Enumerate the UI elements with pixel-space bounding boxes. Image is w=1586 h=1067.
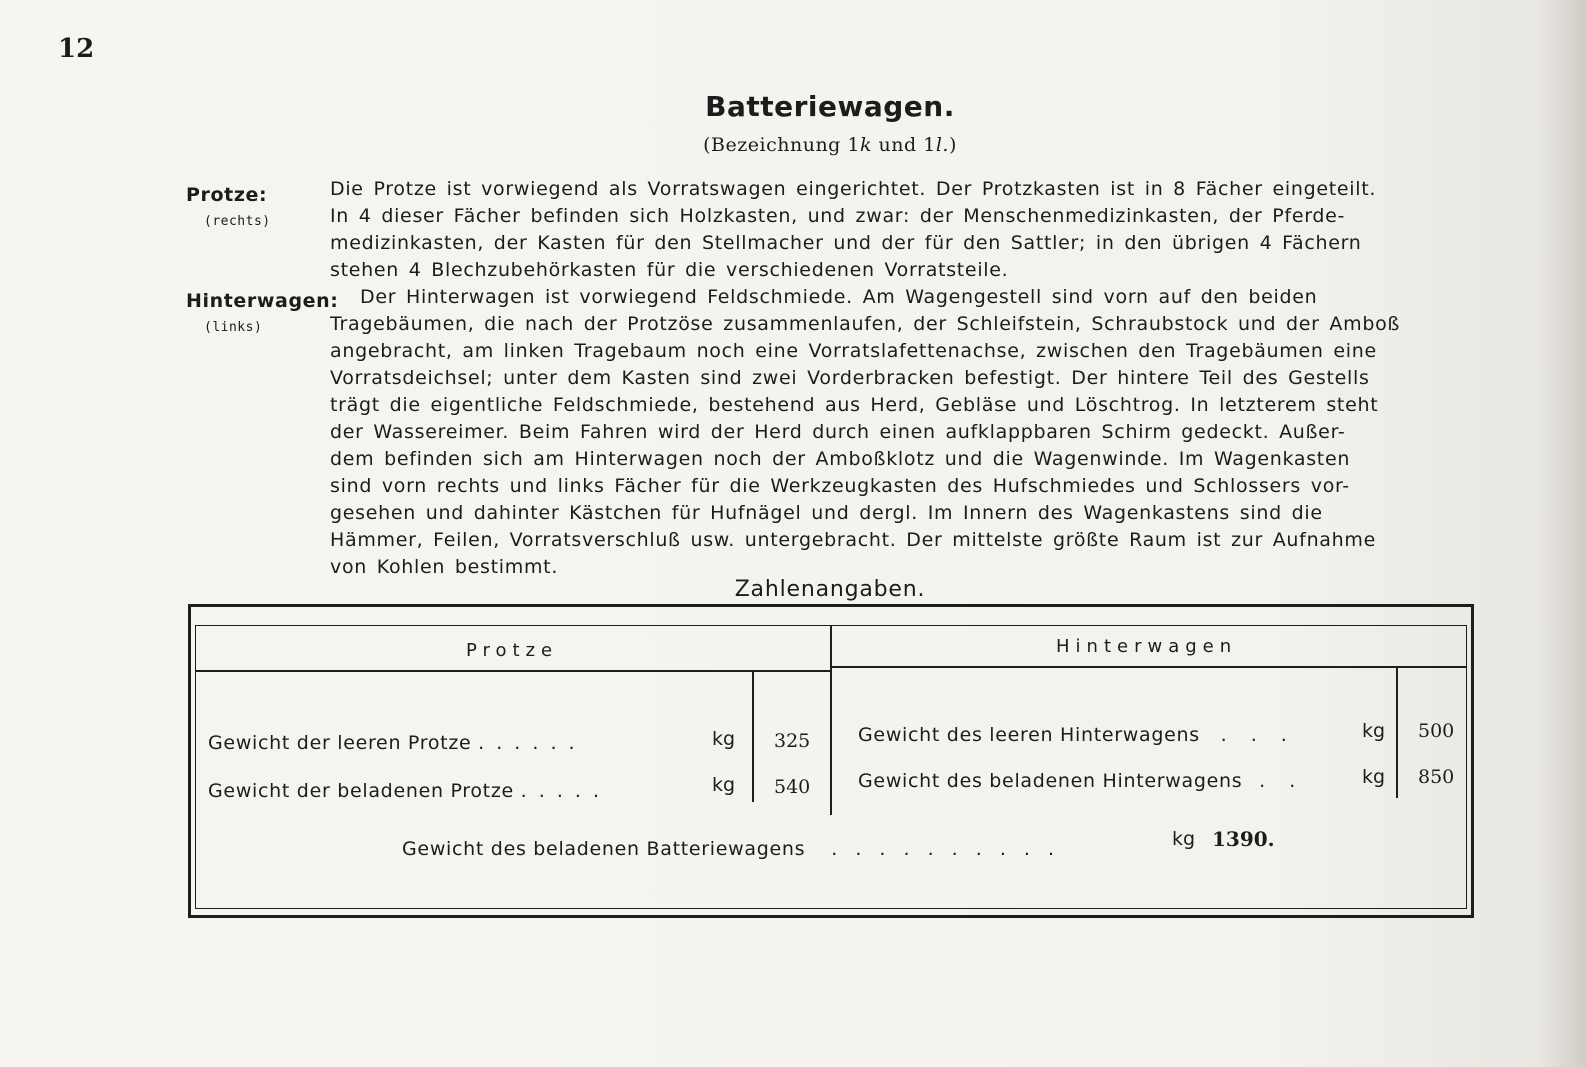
unit-kg: kg	[712, 728, 736, 750]
value-cell: 500	[1418, 720, 1455, 742]
page-number: 12	[58, 34, 95, 64]
value-divider-right	[1396, 668, 1398, 798]
unit-kg: kg	[1362, 720, 1386, 742]
header-rule-left	[196, 670, 830, 672]
subtitle-mid: und 1	[872, 134, 936, 156]
paragraph-line: Hämmer, Feilen, Vorratsverschluß usw. untergebracht. Der mittelste größte Raum ist zur Aufnahme	[330, 529, 1376, 551]
paragraph-line: Der Hinterwagen ist vorwiegend Feldschmiede. Am Wagengestell sind vorn auf den beiden	[360, 286, 1318, 308]
weights-table-inner	[195, 625, 1467, 909]
paragraph-line: gesehen und dahinter Kästchen für Hufnägel und dergl. Im Innern des Wagenkastens sind die	[330, 502, 1323, 524]
subtitle-l: l.	[935, 134, 949, 156]
leader-dots: . .	[1259, 770, 1305, 792]
paragraph-line: stehen 4 Blechzubehörkasten für die verschiedenen Vorratsteile.	[330, 259, 1009, 281]
value-cell: 850	[1418, 766, 1455, 788]
header-rule-right	[832, 666, 1466, 668]
leader-dots: . . . . . .	[478, 732, 578, 754]
value-cell: 540	[774, 776, 811, 798]
row-label: Gewicht der beladenen Protze	[208, 780, 514, 802]
paragraph-line: Vorratsdeichsel; unter dem Kasten sind zwei Vorderbracken befestigt. Der hintere Teil des Gestells	[330, 367, 1370, 389]
value-cell: 325	[774, 730, 811, 752]
total-value: 1390.	[1212, 827, 1275, 851]
leader-dots: . . . . .	[520, 780, 603, 802]
row-label-loaded-protze	[208, 780, 602, 802]
header-protze: Protze	[466, 640, 559, 661]
leader-dots: . . . . . . . . . .	[831, 838, 1061, 860]
row-label: Gewicht der leeren Protze	[208, 732, 472, 754]
row-label: Gewicht des beladenen Batteriewagens	[402, 838, 806, 860]
leader-dots: . . .	[1220, 724, 1296, 746]
paragraph-line: sind vorn rechts und links Fächer für die Werkzeugkasten des Hufschmiedes und Schlossers vor-	[330, 475, 1350, 497]
page-title: Batteriewagen.	[705, 90, 955, 123]
paragraph-line: trägt die eigentliche Feldschmiede, bestehend aus Herd, Gebläse und Löschtrog. In letzterem steht	[330, 394, 1379, 416]
paragraph-line: medizinkasten, der Kasten für den Stellmacher und der für den Sattler; in den übrigen 4 Fächern	[330, 232, 1362, 254]
paragraph-line: Tragebäumen, die nach der Protzöse zusammenlaufen, der Schleifstein, Schraubstock und der Amboß	[330, 313, 1401, 335]
subtitle-prefix: (Bezeichnung 1	[703, 134, 860, 156]
paragraph-line: Die Protze ist vorwiegend als Vorratswagen eingerichtet. Der Protzkasten ist in 8 Fächer eingeteilt.	[330, 178, 1377, 200]
paragraph-line: der Wassereimer. Beim Fahren wird der Herd durch einen aufklappbaren Schirm gedeckt. Außer-	[330, 421, 1346, 443]
total-label	[402, 838, 1060, 860]
section-sublabel-hinterwagen: (links)	[204, 320, 263, 335]
unit-kg: kg	[1172, 828, 1196, 850]
paragraph-line: von Kohlen bestimmt.	[330, 556, 559, 578]
paragraph-line: In 4 dieser Fächer befinden sich Holzkasten, und zwar: der Menschenmedizinkasten, der Pferde-	[330, 205, 1346, 227]
header-hinterwagen: Hinterwagen	[1056, 636, 1238, 657]
unit-kg: kg	[1362, 766, 1386, 788]
row-label-loaded-hinterwagen	[858, 770, 1304, 792]
row-label-empty-hinterwagen	[858, 724, 1296, 746]
unit-kg: kg	[712, 774, 736, 796]
paragraph-line: angebracht, am linken Tragebaum noch eine Vorratslafettenachse, zwischen den Tragebäumen eine	[330, 340, 1377, 362]
section-label-hinterwagen: Hinterwagen:	[186, 290, 339, 312]
value-divider-left	[752, 672, 754, 802]
paragraph-line: dem befinden sich am Hinterwagen noch der Amboßklotz und die Wagenwinde. Im Wagenkasten	[330, 448, 1351, 470]
subtitle-suffix: )	[948, 134, 957, 156]
section-sublabel-protze: (rechts)	[204, 214, 271, 229]
page-subtitle	[600, 134, 1060, 156]
subtitle-k: k	[859, 134, 872, 156]
row-label: Gewicht des beladenen Hinterwagens	[858, 770, 1243, 792]
section-label-protze: Protze:	[186, 184, 268, 206]
weights-table	[188, 604, 1474, 918]
row-label: Gewicht des leeren Hinterwagens	[858, 724, 1200, 746]
numbers-title: Zahlenangaben.	[734, 577, 926, 602]
column-divider	[830, 626, 832, 815]
row-label-empty-protze	[208, 732, 578, 754]
